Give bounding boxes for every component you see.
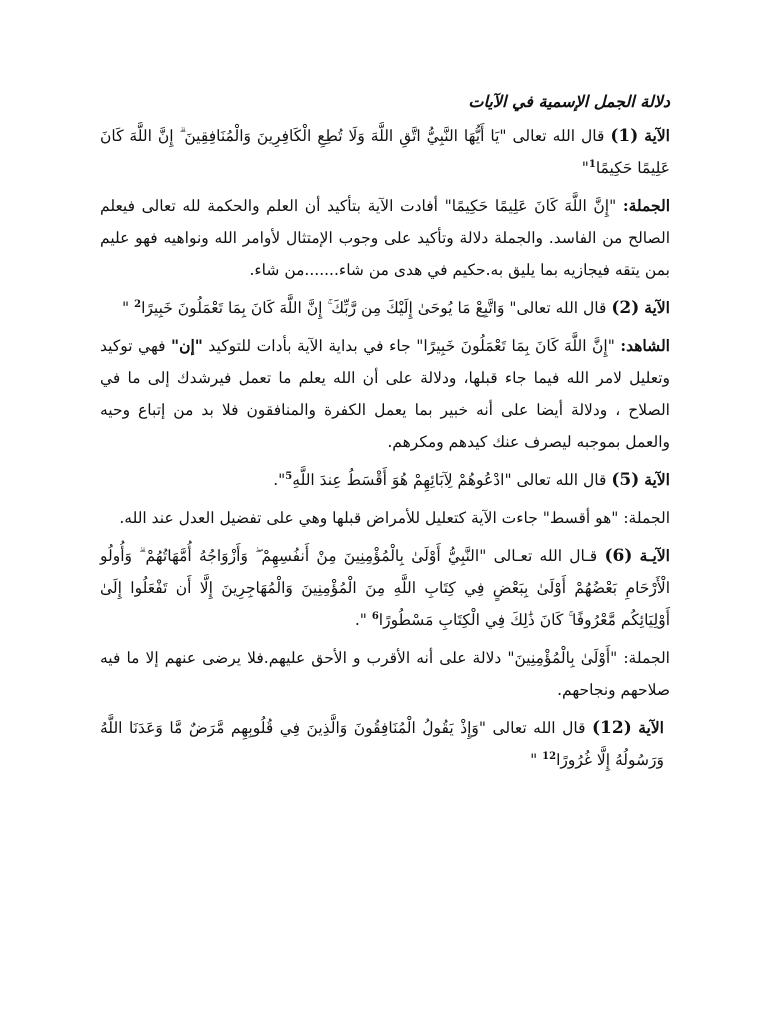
verse-1-commentary <box>100 190 670 286</box>
quran-text: يَا أَيُّهَا النَّبِيُّ اتَّقِ اللَّهَ وَلَا تُطِعِ الْكَافِرِينَ وَالْمُنَافِقِينَ ۗ إِنَّ اللَّهَ كَانَ عَلِيمًا حَكِيمًا <box>100 127 670 177</box>
footnote-marker[interactable]: 12 <box>542 750 557 762</box>
commentary-body-cont: فهي توكيد وتعليل لامر الله فيما جاء قبلها، ودلالة على أن الله يعلم ما تعمل فيرشدك إلى ما في الصلاح ، ودلالة أيضا على أنه خبير بما يعمل الكفرة والمنافقون فلا بد من إتباع وحيه والعمل بموجبه ليصرف عنك كيدهم ومكرهم. <box>100 337 670 451</box>
verse-number: (2) <box>611 298 640 318</box>
verse-label: الآية <box>644 298 670 317</box>
quote-close: ". <box>354 611 372 629</box>
quran-text: ادْعُوهُمْ لِآبَائِهِمْ هُوَ أَقْسَطُ عِندَ اللَّهِ <box>292 471 505 489</box>
quote-close: " <box>581 159 589 177</box>
verse-number: (1) <box>610 126 639 146</box>
footnote-marker[interactable]: 1 <box>588 158 596 170</box>
footnote-marker[interactable]: 6 <box>371 610 379 622</box>
footnote-marker[interactable]: 2 <box>134 298 142 310</box>
verse-intro: قال الله تعالى " <box>499 127 611 145</box>
verse-6-commentary: الجملة: "أَوْلَىٰ بِالْمُؤْمِنِينَ" دلالة على أنه الأقرب و الأحق عليهم.فلا يرضى عنهم إلا ما فيه صلاحهم ونجاحهم. <box>100 649 670 699</box>
verse-label: الآية <box>638 718 664 737</box>
document-title: دلالة الجمل الإسمية في الآيات <box>468 92 670 111</box>
quote-close: ". <box>273 471 286 489</box>
verse-label: الآية <box>644 126 670 145</box>
commentary-body: جاء في بداية الآية بأدات للتوكيد <box>202 337 417 355</box>
quote-close: " <box>122 299 135 317</box>
verse-intro: قـال الله تعـالى " <box>479 547 605 565</box>
verse-6 <box>100 540 670 636</box>
quoted-phrase: "إِنَّ اللَّهَ كَانَ بِمَا تَعْمَلُونَ خَبِيرًا" <box>416 337 621 355</box>
quote-close: " <box>530 751 543 769</box>
quran-text: وَإِذْ يَقُولُ الْمُنَافِقُونَ وَالَّذِينَ فِي قُلُوبِهِم مَّرَضٌ مَّا وَعَدَنَا اللَّهُ وَرَسُولُهُ إِلَّا غُرُورًا <box>100 719 664 769</box>
verse-label: الآية <box>644 470 670 489</box>
verse-intro: قال الله تعالى " <box>504 471 612 489</box>
commentary-label: الشاهد: <box>620 336 670 355</box>
verse-number: (12) <box>591 718 632 738</box>
verse-5 <box>100 464 670 496</box>
verse-2 <box>100 292 670 324</box>
commentary-label: الجملة: <box>622 196 671 215</box>
verse-number: (6) <box>604 546 633 566</box>
verse-intro: قال الله تعالى " <box>478 719 592 737</box>
document-page <box>100 86 670 782</box>
emphasis-word: "إن" <box>171 336 203 355</box>
verse-2-commentary <box>100 330 670 458</box>
verse-label: الآيـة <box>639 546 670 565</box>
quran-text: النَّبِيُّ أَوْلَىٰ بِالْمُؤْمِنِينَ مِنْ أَنفُسِهِمْ ۖ وَأَزْوَاجُهُ أُمَّهَاتُهُمْ ۗ وَأُولُو الْأَرْحَامِ بَعْضُهُمْ أَوْلَىٰ بِبَعْضٍ فِي كِتَابِ اللَّهِ مِنَ الْمُؤْمِنِينَ وَالْمُهَاجِرِينَ إِلَّا أَن تَفْعَلُوا إِلَىٰ أَوْلِيَائِكُم مَّعْرُوفًا ۚ كَانَ ذَٰلِكَ فِي الْكِتَابِ مَسْطُورًا <box>100 547 670 629</box>
quoted-phrase: "إِنَّ اللَّهَ كَانَ عَلِيمًا حَكِيمًا" <box>444 197 623 215</box>
verse-5-commentary: الجملة: "هو أقسط" جاءت الآية كتعليل للأمراض قبلها وهي على تفضيل العدل عند الله. <box>119 509 670 527</box>
verse-intro: قال الله تعالى" <box>504 299 612 317</box>
verse-12 <box>100 712 670 776</box>
commentary-body: أفادت الآية بتأكيد أن العلم والحكمة لله تعالى فيعلم الصالح من الفاسد. والجملة دلالة وتأكيد على وجوب الإمتثال لأوامر الله ونواهيه فهو عليم بمن يتقه فيجازيه بما يليق به.حكيم في هدى من شاء.......من شاء. <box>100 197 670 279</box>
verse-1 <box>100 120 670 184</box>
footnote-marker[interactable]: 5 <box>285 470 293 482</box>
quran-text: وَاتَّبِعْ مَا يُوحَىٰ إِلَيْكَ مِن رَّبِّكَ ۚ إِنَّ اللَّهَ كَانَ بِمَا تَعْمَلُونَ خَبِيرًا <box>141 299 505 317</box>
verse-number: (5) <box>611 470 640 490</box>
